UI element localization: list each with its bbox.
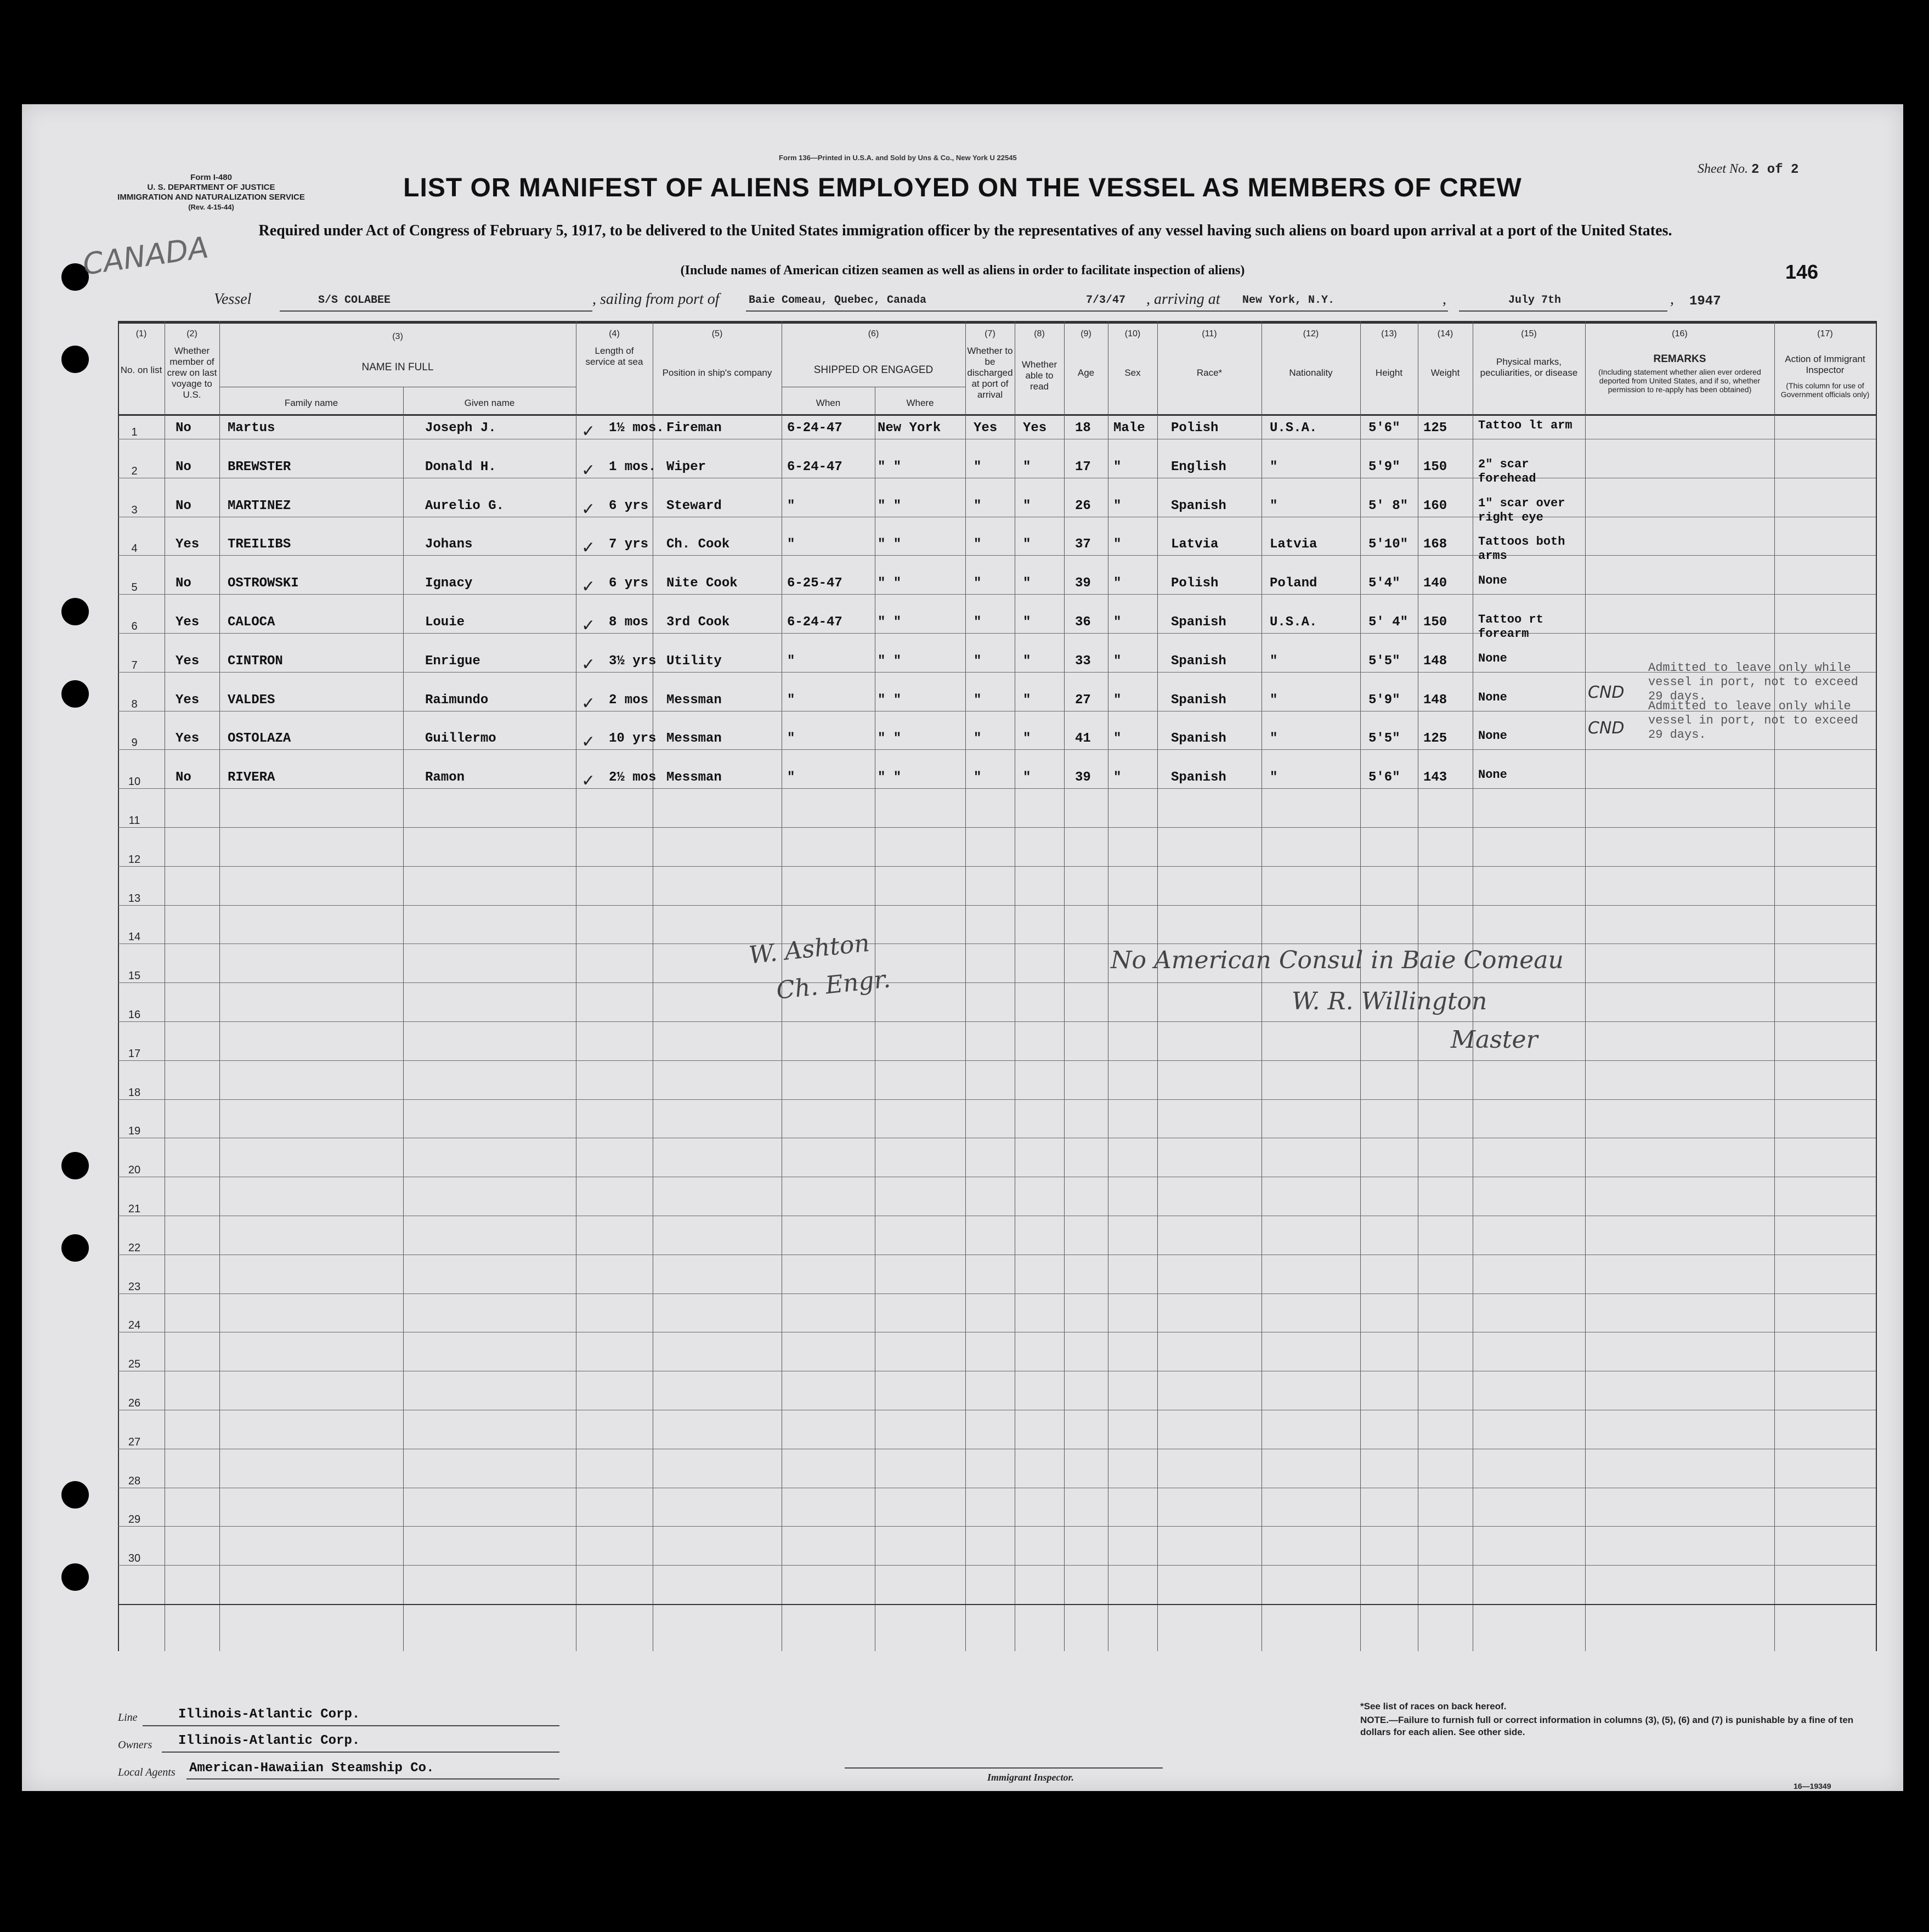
cell-race: Spanish <box>1171 731 1226 747</box>
check-mark-icon: ✓ <box>581 693 596 713</box>
cell-able-to-read: " <box>1023 576 1031 591</box>
cell-given-name: Joseph J. <box>425 421 496 436</box>
cell-position: Utility <box>666 653 722 669</box>
cell-position: Messman <box>666 770 722 786</box>
cell-physical-marks: Tattoo lt arm <box>1478 419 1572 432</box>
cell-race: Spanish <box>1171 653 1226 669</box>
cell-family-name: BREWSTER <box>228 459 291 474</box>
col-header-service: Length of service at sea <box>585 346 643 367</box>
cell-discharged: Yes <box>974 421 998 436</box>
sailing-port: Baie Comeau, Quebec, Canada <box>749 294 927 307</box>
cell-given-name: Johans <box>425 537 473 552</box>
cell-height: 5'10" <box>1368 537 1408 552</box>
cell-physical-marks: None <box>1478 729 1507 743</box>
row-number: 4 <box>131 543 138 555</box>
cell-last-voyage: No <box>176 459 191 474</box>
cell-position: 3rd Cook <box>666 615 730 630</box>
cell-age: 41 <box>1075 731 1091 747</box>
cell-position: Ch. Cook <box>666 537 730 552</box>
col-header-name: NAME IN FULL <box>361 361 434 373</box>
action-instruction: (This column for use of Government officials only) <box>1780 381 1870 399</box>
col-num-12: (12) <box>1303 329 1319 338</box>
punch-hole <box>61 1152 89 1179</box>
cell-able-to-read: " <box>1023 537 1031 552</box>
check-mark-icon: ✓ <box>581 538 596 558</box>
officer-signature: W. Ashton <box>747 929 871 970</box>
col-header-shipped: SHIPPED OR ENGAGED <box>813 364 934 376</box>
cell-age: 36 <box>1075 615 1091 630</box>
row-number: 16 <box>128 1009 141 1021</box>
sailing-label: , sailing from port of <box>592 291 720 308</box>
col-header-action: Action of Immigrant Inspector <box>1785 354 1865 375</box>
cell-physical-marks: 2" scar forehead <box>1478 457 1536 485</box>
sheet-label: Sheet No. <box>1698 162 1748 176</box>
row-number: 7 <box>131 659 138 671</box>
cell-last-voyage: Yes <box>176 731 200 747</box>
cell-weight: 140 <box>1423 576 1447 591</box>
cell-shipped-when: 6-24-47 <box>787 615 842 630</box>
cell-race: Polish <box>1171 421 1219 436</box>
row-number: 6 <box>131 620 138 632</box>
line-value: Illinois-Atlantic Corp. <box>178 1707 360 1722</box>
cell-age: 39 <box>1075 770 1091 786</box>
cell-nationality: " <box>1270 731 1278 747</box>
cell-weight: 125 <box>1423 731 1447 747</box>
cell-shipped-where: " " <box>878 770 902 786</box>
cell-position: Steward <box>666 498 722 513</box>
sheet-value: 2 of 2 <box>1751 162 1799 177</box>
check-mark-icon: ✓ <box>581 499 596 519</box>
row-number: 10 <box>128 776 141 788</box>
row-number: 29 <box>128 1513 141 1526</box>
cell-given-name: Ramon <box>425 770 465 786</box>
remark-cnd-row-5: CND <box>1588 719 1625 738</box>
col-header-position: Position in ship's company <box>662 368 772 378</box>
arrival-date: July 7th <box>1508 294 1562 307</box>
cell-service-length: 7 yrs <box>609 537 649 552</box>
cell-weight: 148 <box>1423 653 1447 669</box>
cell-service-length: 10 yrs <box>609 731 657 747</box>
cell-able-to-read: " <box>1023 731 1031 747</box>
cell-able-to-read: " <box>1023 615 1031 630</box>
punch-hole <box>61 1563 89 1591</box>
cell-family-name: OSTROWSKI <box>228 576 299 591</box>
row-number: 14 <box>128 931 141 944</box>
cell-nationality: " <box>1270 498 1278 513</box>
col-header-last-voyage: Whether member of crew on last voyage to U.S. <box>167 346 217 400</box>
cell-shipped-when: " <box>787 498 795 513</box>
cell-sex: " <box>1113 692 1122 708</box>
cell-discharged: " <box>974 692 982 708</box>
cell-race: Latvia <box>1171 537 1219 552</box>
cell-weight: 160 <box>1423 498 1447 513</box>
master-signature: W. R. Willington <box>1292 987 1487 1015</box>
punch-hole <box>61 1234 89 1262</box>
row-number: 23 <box>128 1280 141 1293</box>
cell-shipped-when: " <box>787 770 795 786</box>
cell-able-to-read: " <box>1023 770 1031 786</box>
col-num-17: (17) <box>1817 329 1833 338</box>
col-num-1: (1) <box>135 329 147 338</box>
check-mark-icon: ✓ <box>581 771 596 791</box>
check-mark-icon: ✓ <box>581 460 596 480</box>
stamp-number: 146 <box>1785 261 1819 283</box>
col-num-16: (16) <box>1672 329 1688 338</box>
col-num-6: (6) <box>868 329 879 338</box>
cell-position: Fireman <box>666 421 722 436</box>
cell-last-voyage: No <box>176 770 191 786</box>
cell-height: 5'6" <box>1368 770 1400 786</box>
cell-age: 33 <box>1075 653 1091 669</box>
cell-sex: " <box>1113 498 1122 513</box>
cell-weight: 143 <box>1423 770 1447 786</box>
cell-nationality: " <box>1270 692 1278 708</box>
punch-hole <box>61 680 89 708</box>
remark-row-4: Admitted to leave only while vessel in port, not to exceed 29 days. <box>1648 661 1858 703</box>
cell-last-voyage: Yes <box>176 537 200 552</box>
col-header-race: Race* <box>1196 368 1223 378</box>
row-number: 19 <box>128 1125 141 1138</box>
row-number: 28 <box>128 1475 141 1487</box>
col-header-given: Given name <box>464 398 515 408</box>
cell-sex: Male <box>1113 421 1145 436</box>
col-header-marks: Physical marks, peculiarities, or disease <box>1480 357 1578 378</box>
arrival-port: New York, N.Y. <box>1242 294 1335 307</box>
cell-sex: " <box>1113 576 1122 591</box>
row-number: 18 <box>128 1086 141 1099</box>
form-code: 16—19349 <box>1794 1782 1831 1790</box>
check-mark-icon: ✓ <box>581 616 596 635</box>
cell-race: Spanish <box>1171 770 1226 786</box>
row-number: 20 <box>128 1164 141 1177</box>
cell-given-name: Guillermo <box>425 731 496 747</box>
department-name: U. S. DEPARTMENT OF JUSTICE <box>147 183 275 192</box>
col-num-11: (11) <box>1202 329 1217 338</box>
remark-cnd-row-4: CND <box>1588 683 1625 702</box>
cell-family-name: CALOCA <box>228 615 275 630</box>
col-header-weight: Weight <box>1430 368 1460 378</box>
cell-family-name: CINTRON <box>228 653 283 669</box>
cell-nationality: U.S.A. <box>1270 615 1317 630</box>
col-num-7: (7) <box>985 329 995 338</box>
cell-discharged: " <box>974 576 982 591</box>
cell-physical-marks: None <box>1478 690 1507 704</box>
cell-family-name: Martus <box>228 421 275 436</box>
cell-height: 5'9" <box>1368 692 1400 708</box>
cell-shipped-when: " <box>787 653 795 669</box>
row-number: 13 <box>128 892 141 905</box>
owners-label: Owners <box>118 1739 152 1751</box>
cell-given-name: Ignacy <box>425 576 473 591</box>
cell-physical-marks: 1" scar over right eye <box>1478 496 1565 524</box>
cell-shipped-where: " " <box>878 576 902 591</box>
row-number: 24 <box>128 1319 141 1332</box>
cell-discharged: " <box>974 537 982 552</box>
col-header-remarks: REMARKS <box>1653 353 1706 365</box>
cell-race: Spanish <box>1171 615 1226 630</box>
check-mark-icon: ✓ <box>581 422 596 441</box>
owners-value: Illinois-Atlantic Corp. <box>178 1733 360 1748</box>
cell-sex: " <box>1113 653 1122 669</box>
row-number: 12 <box>128 853 141 866</box>
cell-shipped-where: " " <box>878 692 902 708</box>
col-header-no: No. on list <box>120 365 162 375</box>
races-note: *See list of races on back hereof. <box>1360 1701 1507 1711</box>
cell-height: 5' 4" <box>1368 615 1408 630</box>
form-revision: (Rev. 4-15-44) <box>188 203 234 211</box>
cell-shipped-where: New York <box>878 421 941 436</box>
col-num-5: (5) <box>711 329 723 338</box>
row-number: 22 <box>128 1241 141 1254</box>
vessel-label: Vessel <box>214 291 252 308</box>
cell-family-name: TREILIBS <box>228 537 291 552</box>
cell-height: 5' 8" <box>1368 498 1408 513</box>
cell-age: 17 <box>1075 459 1091 474</box>
col-header-where: Where <box>906 398 934 408</box>
cell-last-voyage: No <box>176 498 191 513</box>
cell-shipped-where: " " <box>878 459 902 474</box>
row-number: 5 <box>131 581 138 594</box>
cell-age: 26 <box>1075 498 1091 513</box>
cell-discharged: " <box>974 459 982 474</box>
cell-race: English <box>1171 459 1226 474</box>
cell-physical-marks: None <box>1478 768 1507 782</box>
col-header-read: Whether able to read <box>1021 359 1057 392</box>
vessel-line: Vessel S/S COLABEE , sailing from port of Baie Comeau, Quebec, Canada 7/3/47 , arriving at New York, N.Y. , July 7th , 1947 <box>22 291 1903 313</box>
col-num-9: (9) <box>1081 329 1091 338</box>
cell-height: 5'4" <box>1368 576 1400 591</box>
cell-nationality: " <box>1270 770 1278 786</box>
cell-discharged: " <box>974 653 982 669</box>
cell-given-name: Louie <box>425 615 465 630</box>
cell-service-length: 8 mos <box>609 615 649 630</box>
row-number: 2 <box>131 465 138 477</box>
cell-sex: " <box>1113 731 1122 747</box>
cell-shipped-when: 6-24-47 <box>787 459 842 474</box>
cell-shipped-when: 6-24-47 <box>787 421 842 436</box>
line-label: Line <box>118 1711 138 1724</box>
cell-shipped-when: " <box>787 731 795 747</box>
cell-service-length: 1 mos. <box>609 459 657 474</box>
cell-nationality: Latvia <box>1270 537 1317 552</box>
cell-last-voyage: No <box>176 421 191 436</box>
arrival-year: 1947 <box>1689 294 1721 309</box>
cell-nationality: U.S.A. <box>1270 421 1317 436</box>
agents-label: Local Agents <box>118 1766 176 1778</box>
col-num-15: (15) <box>1521 329 1537 338</box>
cell-discharged: " <box>974 770 982 786</box>
printer-line: Form 136—Printed in U.S.A. and Sold by Uns & Co., New York U 22545 <box>779 154 1017 162</box>
row-number: 8 <box>131 698 138 710</box>
col-header-family: Family name <box>284 398 338 408</box>
cell-given-name: Raimundo <box>425 692 489 708</box>
cell-shipped-when: " <box>787 692 795 708</box>
inspector-label: Immigrant Inspector. <box>987 1772 1074 1783</box>
cell-last-voyage: Yes <box>176 615 200 630</box>
col-num-10: (10) <box>1124 329 1141 338</box>
cell-weight: 150 <box>1423 459 1447 474</box>
crew-table <box>118 321 1876 1651</box>
cell-nationality: Poland <box>1270 576 1317 591</box>
officer-title: Ch. Engr. <box>774 965 892 1005</box>
cell-shipped-where: " " <box>878 653 902 669</box>
cell-height: 5'6" <box>1368 421 1400 436</box>
cell-able-to-read: " <box>1023 498 1031 513</box>
cell-age: 27 <box>1075 692 1091 708</box>
cell-given-name: Enrigue <box>425 653 480 669</box>
agents-value: American-Hawaiian Steamship Co. <box>189 1761 434 1776</box>
cell-shipped-when: " <box>787 537 795 552</box>
col-num-3: (3) <box>392 332 403 341</box>
col-header-age: Age <box>1077 368 1095 378</box>
row-number: 27 <box>128 1436 141 1448</box>
col-header-nationality: Nationality <box>1289 368 1333 378</box>
row-number: 3 <box>131 504 138 516</box>
col-header-sex: Sex <box>1124 368 1141 378</box>
row-number: 26 <box>128 1397 141 1409</box>
cell-service-length: 2 mos <box>609 692 649 708</box>
cell-given-name: Donald H. <box>425 459 496 474</box>
row-number: 25 <box>128 1358 141 1371</box>
manifest-sheet <box>22 104 1903 1791</box>
col-num-2: (2) <box>186 329 197 338</box>
cell-sex: " <box>1113 537 1122 552</box>
master-title: Master <box>1451 1026 1538 1054</box>
row-number: 21 <box>128 1203 141 1215</box>
col-num-14: (14) <box>1437 329 1453 338</box>
row-number: 1 <box>131 426 138 438</box>
page-title: LIST OR MANIFEST OF ALIENS EMPLOYED ON THE VESSEL AS MEMBERS OF CREW <box>403 173 1522 202</box>
cell-given-name: Aurelio G. <box>425 498 505 513</box>
cell-position: Messman <box>666 731 722 747</box>
cell-physical-marks: Tattoo rt forearm <box>1478 613 1543 641</box>
cell-family-name: VALDES <box>228 692 275 708</box>
cell-physical-marks: None <box>1478 651 1507 665</box>
cell-service-length: 1½ mos. <box>609 421 664 436</box>
cell-nationality: " <box>1270 653 1278 669</box>
punch-hole <box>61 346 89 373</box>
cell-shipped-where: " " <box>878 498 902 513</box>
cell-able-to-read: " <box>1023 653 1031 669</box>
punch-hole <box>61 598 89 625</box>
cell-shipped-where: " " <box>878 537 902 552</box>
cell-able-to-read: Yes <box>1023 421 1047 436</box>
row-number: 9 <box>131 737 138 749</box>
cell-last-voyage: No <box>176 576 191 591</box>
col-num-8: (8) <box>1034 329 1045 338</box>
cell-last-voyage: Yes <box>176 692 200 708</box>
row-number: 15 <box>128 970 141 982</box>
row-number: 11 <box>128 815 140 827</box>
cell-family-name: RIVERA <box>228 770 275 786</box>
row-number: 30 <box>128 1552 141 1565</box>
cell-physical-marks: Tattoos both arms <box>1478 535 1565 563</box>
cell-height: 5'9" <box>1368 459 1400 474</box>
consul-note: No American Consul in Baie Comeau <box>1111 946 1564 974</box>
check-mark-icon: ✓ <box>581 732 596 752</box>
cell-service-length: 6 yrs <box>609 498 649 513</box>
cell-discharged: " <box>974 615 982 630</box>
cell-physical-marks: None <box>1478 574 1507 588</box>
cell-weight: 168 <box>1423 537 1447 552</box>
cell-race: Spanish <box>1171 498 1226 513</box>
punch-hole <box>61 1481 89 1509</box>
penalty-note: NOTE.—Failure to furnish full or correct information in columns (3), (5), (6) and (7) is punishable by a fine of ten dollars for each alien. See other side. <box>1360 1715 1854 1737</box>
cell-age: 18 <box>1075 421 1091 436</box>
cell-age: 37 <box>1075 537 1091 552</box>
cell-discharged: " <box>974 498 982 513</box>
cell-race: Polish <box>1171 576 1219 591</box>
col-num-13: (13) <box>1381 329 1397 338</box>
cell-height: 5'5" <box>1368 653 1400 669</box>
cell-race: Spanish <box>1171 692 1226 708</box>
cell-able-to-read: " <box>1023 459 1031 474</box>
cell-family-name: OSTOLAZA <box>228 731 291 747</box>
row-number: 17 <box>128 1047 141 1060</box>
cell-able-to-read: " <box>1023 692 1031 708</box>
cell-service-length: 3½ yrs <box>609 653 657 669</box>
cell-position: Nite Cook <box>666 576 738 591</box>
vessel-name: S/S COLABEE <box>318 294 391 307</box>
cell-sex: " <box>1113 770 1122 786</box>
check-mark-icon: ✓ <box>581 577 596 597</box>
cell-age: 39 <box>1075 576 1091 591</box>
cell-height: 5'5" <box>1368 731 1400 747</box>
cell-family-name: MARTINEZ <box>228 498 291 513</box>
col-header-height: Height <box>1375 368 1403 378</box>
cell-shipped-where: " " <box>878 615 902 630</box>
form-number: Form I-480 <box>190 173 232 182</box>
cell-discharged: " <box>974 731 982 747</box>
cell-service-length: 6 yrs <box>609 576 649 591</box>
cell-position: Messman <box>666 692 722 708</box>
remark-row-5: Admitted to leave only while vessel in port, not to exceed 29 days. <box>1648 699 1858 742</box>
remarks-instruction: (Including statement whether alien ever ordered deported from United States, and if so, whether permission to re-apply has been obtained) <box>1598 368 1761 394</box>
cell-weight: 150 <box>1423 615 1447 630</box>
cell-shipped-where: " " <box>878 731 902 747</box>
col-header-when: When <box>816 398 841 408</box>
cell-service-length: 2½ mos <box>609 770 657 786</box>
subtitle-instruction: (Include names of American citizen seamen as well as aliens in order to facilitate inspection of aliens) <box>680 263 1245 278</box>
col-header-discharged: Whether to be discharged at port of arrival <box>967 346 1013 400</box>
cell-last-voyage: Yes <box>176 653 200 669</box>
cell-nationality: " <box>1270 459 1278 474</box>
sailing-date: 7/3/47 <box>1086 294 1126 307</box>
arriving-label: , arriving at <box>1146 291 1220 308</box>
check-mark-icon: ✓ <box>581 654 596 674</box>
canada-handwritten-mark: CANADA <box>80 230 211 282</box>
cell-sex: " <box>1113 459 1122 474</box>
service-name: IMMIGRATION AND NATURALIZATION SERVICE <box>117 193 305 202</box>
col-num-4: (4) <box>609 329 620 338</box>
cell-sex: " <box>1113 615 1122 630</box>
cell-position: Wiper <box>666 459 706 474</box>
subtitle-statute: Required under Act of Congress of February 5, 1917, to be delivered to the United States immigration officer by the representatives of any vessel having such aliens on board upon arrival at a port of the United States. <box>258 222 1672 239</box>
cell-weight: 125 <box>1423 421 1447 436</box>
cell-weight: 148 <box>1423 692 1447 708</box>
cell-shipped-when: 6-25-47 <box>787 576 842 591</box>
